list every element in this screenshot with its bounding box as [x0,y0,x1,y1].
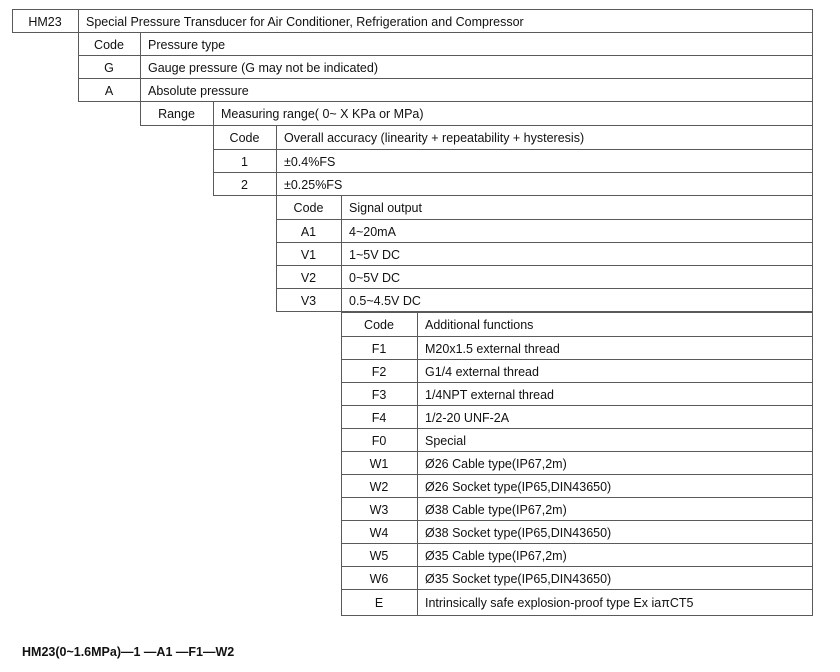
signal-row-label-cell-1 [341,242,813,266]
functions-row-code: W5 [369,548,389,563]
signal-row-label: 0.5~4.5V DC [349,293,421,308]
pressure-type-row-code: A [104,83,114,98]
functions-row-label: Ø38 Socket type(IP65,DIN43650) [425,525,612,540]
functions-row-code: E [374,596,384,610]
signal-row-code: V3 [300,293,317,308]
accuracy-header-label: Overall accuracy (linearity + repeatability + hysteresis) [284,131,585,145]
functions-header-label: Additional functions [425,318,534,332]
accuracy-row-label: ±0.25%FS [284,177,343,192]
signal-row-label-cell-2 [341,265,813,289]
pressure-type-header-label: Pressure type [148,37,226,52]
model-code: HM23 [28,14,62,29]
accuracy-row-code: 1 [241,154,248,169]
functions-row-label: 1/4NPT external thread [425,387,555,402]
signal-row-label: 0~5V DC [349,270,401,285]
functions-row-code: F2 [371,364,387,379]
functions-row-label: Ø26 Cable type(IP67,2m) [425,456,567,471]
functions-row-label-cell-4 [417,428,813,452]
range-code: Range [158,107,195,121]
functions-row-code: W3 [369,502,389,517]
pressure-type-header-label-cell-0 [140,32,813,56]
accuracy-row-label: ±0.4%FS [284,154,336,169]
functions-row-code: F0 [371,433,387,448]
functions-row-label: 1/2-20 UNF-2A [425,410,510,425]
signal-header-label: Signal output [349,201,422,215]
functions-row-code: W2 [369,479,389,494]
signal-row-label-cell-0 [341,219,813,243]
signal-row-code: A1 [300,224,317,239]
pressure-type-row-label: Absolute pressure [148,83,249,98]
range-label: Measuring range( 0~ X KPa or MPa) [221,107,424,121]
pressure-type-row-code: G [104,60,114,75]
signal-row-label: 1~5V DC [349,247,401,262]
accuracy-row-label-cell-1 [276,172,813,196]
example-order-code: HM23(0~1.6MPa)—1 —A1 —F1—W2 [22,645,235,659]
model-label: Special Pressure Transducer for Air Conditioner, Refrigeration and Compressor [86,14,524,29]
functions-header-code: Code [364,318,394,332]
functions-row-label: Special [425,433,466,448]
functions-row-label: Intrinsically safe explosion-proof type Ex iaπCT5 [425,596,694,610]
functions-row-label: Ø35 Socket type(IP65,DIN43650) [425,571,612,586]
signal-row-label: 4~20mA [349,224,396,239]
functions-row-code: F3 [371,387,387,402]
accuracy-row-code: 2 [241,177,248,192]
pressure-type-header-code: Code [94,37,124,52]
functions-row-label: M20x1.5 external thread [425,341,560,356]
accuracy-row-label-cell-0 [276,149,813,173]
signal-row-code: V1 [300,247,317,262]
functions-row-label: G1/4 external thread [425,364,539,379]
accuracy-header-code: Code [229,131,260,145]
functions-row-code: W4 [369,525,389,540]
signal-row-code: V2 [300,270,317,285]
signal-header-code: Code [293,201,324,215]
functions-row-label: Ø38 Cable type(IP67,2m) [425,502,567,517]
functions-row-code: W1 [369,456,389,471]
functions-row-code: F4 [371,410,387,425]
pressure-type-row-label: Gauge pressure (G may not be indicated) [148,60,378,75]
functions-row-code: F1 [371,341,387,356]
functions-row-code: W6 [369,571,389,586]
functions-row-label: Ø35 Cable type(IP67,2m) [425,548,567,563]
functions-row-label: Ø26 Socket type(IP65,DIN43650) [425,479,612,494]
